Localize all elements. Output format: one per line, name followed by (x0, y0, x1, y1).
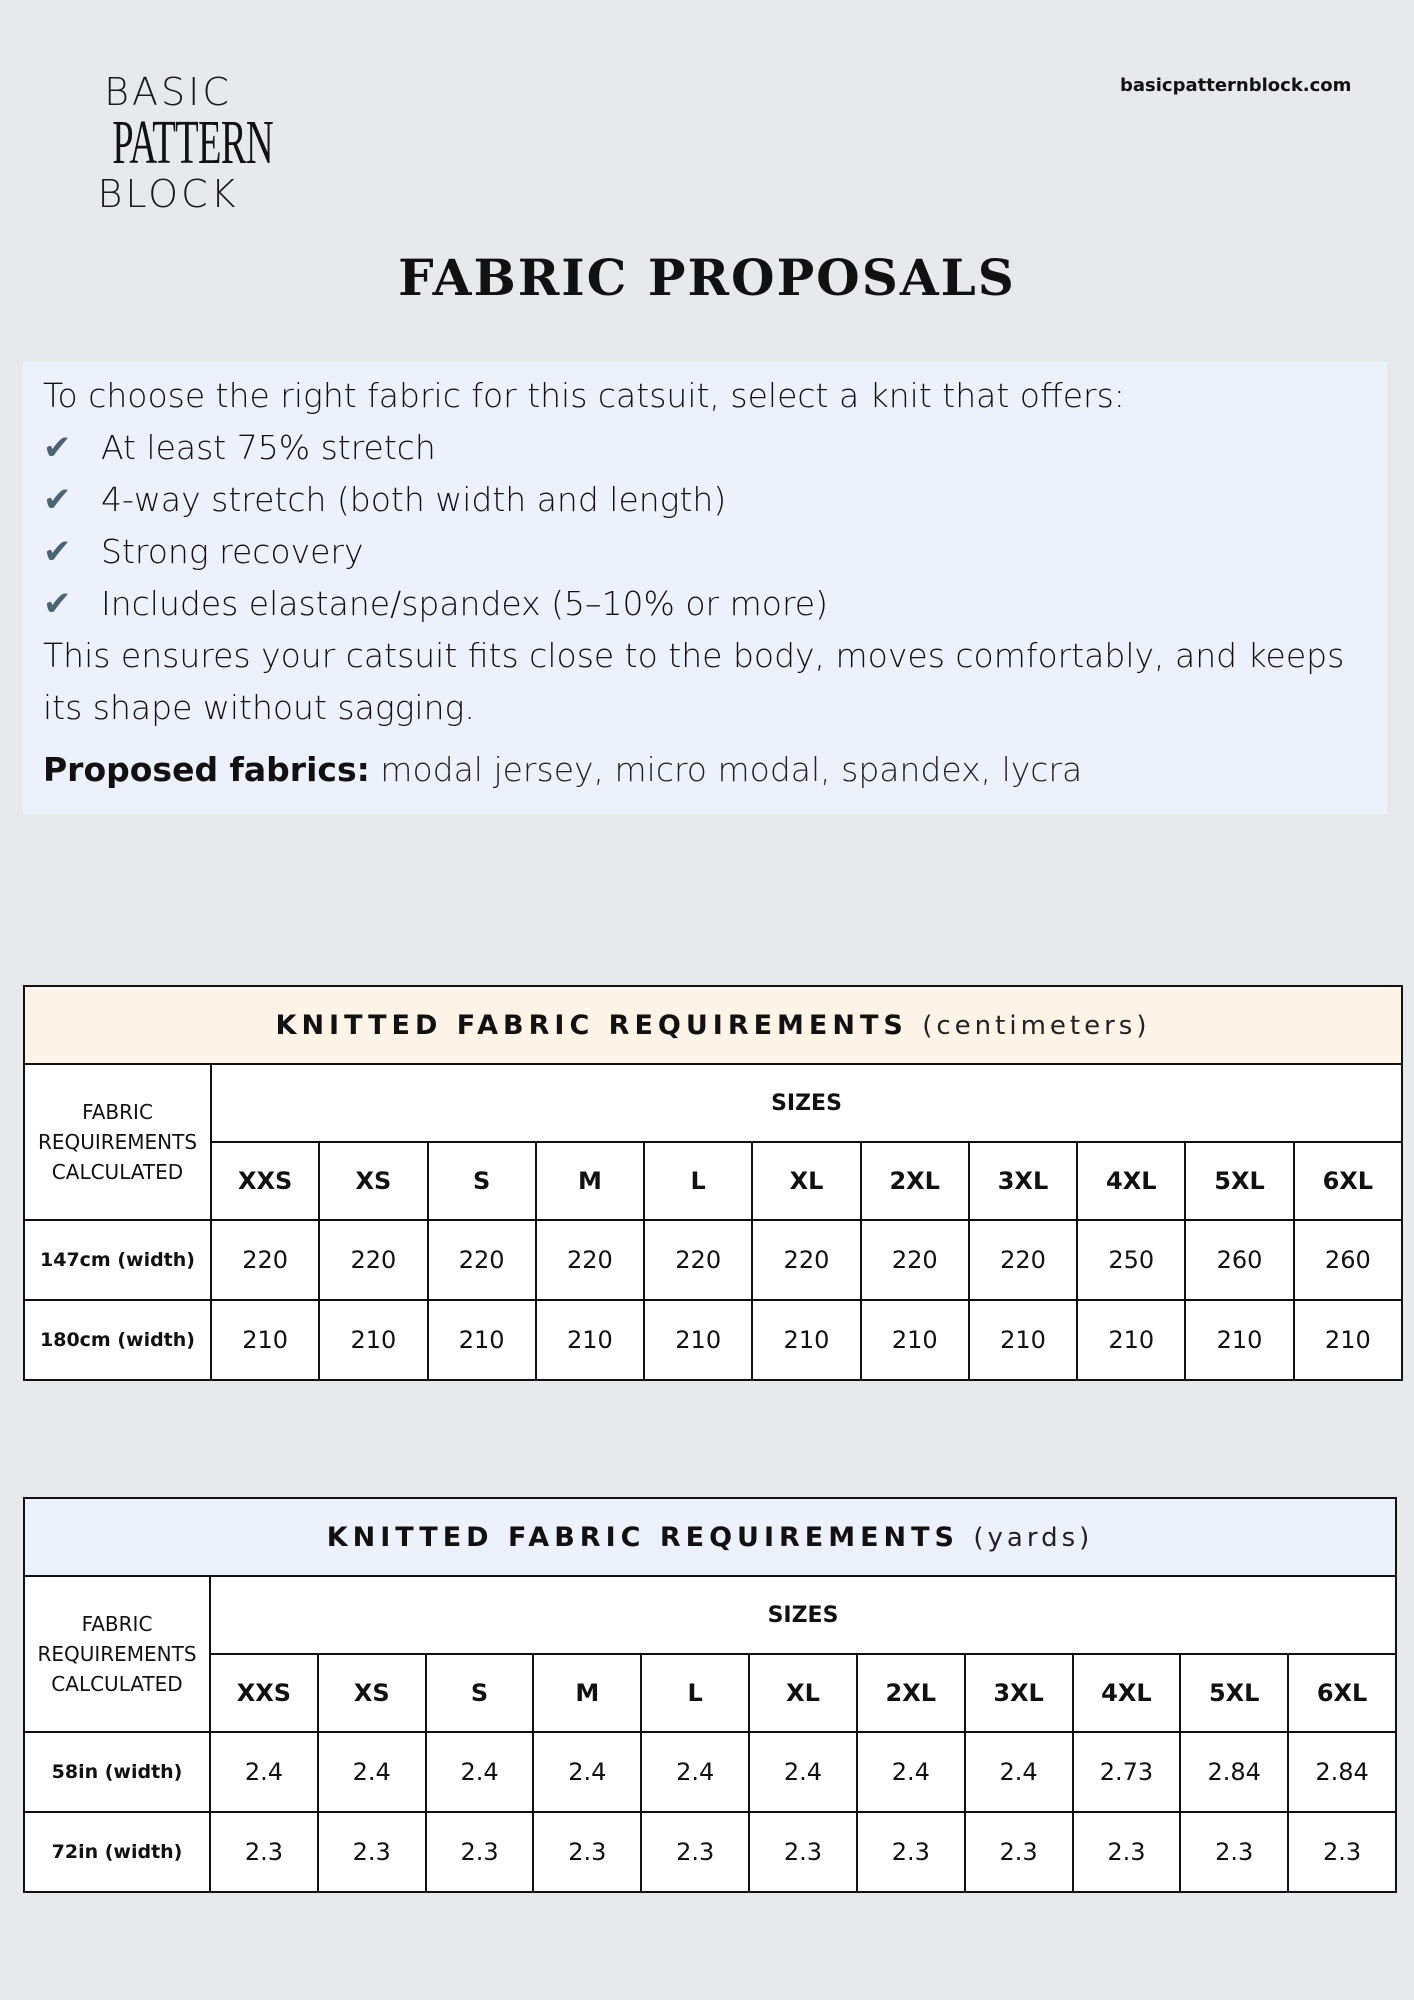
size-header: L (644, 1142, 752, 1220)
table-title (24, 1498, 1396, 1576)
table-cell: 2.73 (1073, 1732, 1181, 1812)
size-header: 4XL (1073, 1654, 1181, 1732)
table-cell: 210 (536, 1300, 644, 1380)
table-cell: 260 (1294, 1220, 1402, 1300)
sizes-header-row (24, 1576, 1396, 1654)
table-unit: (yards) (973, 1522, 1094, 1553)
table-cell: 2.4 (318, 1732, 426, 1812)
check-icon: ✔ (43, 532, 72, 572)
page-title: FABRIC PROPOSALS (398, 248, 1016, 307)
table-cell: 2.4 (210, 1732, 318, 1812)
header-label-line: REQUIREMENTS (37, 1130, 198, 1154)
size-header: 3XL (965, 1654, 1073, 1732)
table-cell: 2.3 (1288, 1812, 1396, 1892)
table-title-row (24, 986, 1402, 1064)
logo-line-block: BLOCK (97, 172, 239, 216)
size-header: XXS (211, 1142, 319, 1220)
row-header-label (24, 1064, 211, 1220)
table-cell: 2.84 (1288, 1732, 1396, 1812)
size-header: M (536, 1142, 644, 1220)
requirement-item (43, 422, 1367, 474)
table-cell: 250 (1077, 1220, 1185, 1300)
size-header: S (426, 1654, 534, 1732)
table-title-text: KNITTED FABRIC REQUIREMENTS (326, 1521, 959, 1553)
table-cell: 210 (211, 1300, 319, 1380)
logo-line-basic: BASIC (104, 70, 232, 114)
table-row (24, 1812, 1396, 1892)
size-header: 5XL (1180, 1654, 1288, 1732)
table-unit: (centimeters) (922, 1010, 1151, 1041)
table-cell: 220 (428, 1220, 536, 1300)
table-cell: 2.4 (965, 1732, 1073, 1812)
size-header: 3XL (969, 1142, 1077, 1220)
proposed-fabrics-list: modal jersey, micro modal, spandex, lycra (380, 750, 1083, 789)
table-cell: 2.3 (641, 1812, 749, 1892)
table-row (24, 1732, 1396, 1812)
table-cell: 2.4 (533, 1732, 641, 1812)
requirement-item (43, 526, 1367, 578)
size-header: 5XL (1185, 1142, 1293, 1220)
table-row (24, 1220, 1402, 1300)
table-title-row (24, 1498, 1396, 1576)
check-icon: ✔ (43, 428, 72, 468)
row-label: 147cm (width) (24, 1220, 211, 1300)
fabric-requirements-yards-table (23, 1497, 1397, 1893)
header-label-line: REQUIREMENTS (37, 1642, 197, 1666)
sizes-header: SIZES (211, 1064, 1402, 1142)
table-cell: 260 (1185, 1220, 1293, 1300)
brand-logo (78, 70, 274, 216)
intro-summary: This ensures your catsuit fits close to the body, moves comfortably, and keeps its shape without sagging. (43, 636, 1345, 727)
intro-lead: To choose the right fabric for this catsuit, select a knit that offers: (43, 376, 1125, 415)
size-header: 6XL (1294, 1142, 1402, 1220)
size-names-row (24, 1142, 1402, 1220)
table-cell: 220 (861, 1220, 969, 1300)
requirement-text: At least 75% stretch (101, 428, 436, 467)
table-cell: 2.3 (210, 1812, 318, 1892)
check-icon: ✔ (43, 480, 72, 520)
size-header: XS (318, 1654, 426, 1732)
size-header: XL (749, 1654, 857, 1732)
table-cell: 210 (1185, 1300, 1293, 1380)
size-header: 2XL (857, 1654, 965, 1732)
proposed-fabrics-label: Proposed fabrics: (43, 750, 370, 789)
table-cell: 220 (319, 1220, 427, 1300)
size-header: XS (319, 1142, 427, 1220)
table-cell: 220 (644, 1220, 752, 1300)
table-row (24, 1300, 1402, 1380)
table-cell: 220 (969, 1220, 1077, 1300)
table-cell: 210 (644, 1300, 752, 1380)
table-cell: 220 (211, 1220, 319, 1300)
logo-line-pattern: PATTERN (112, 109, 274, 177)
header-label-line: FABRIC (81, 1612, 153, 1636)
table-cell: 210 (319, 1300, 427, 1380)
size-names-row (24, 1654, 1396, 1732)
table-cell: 210 (752, 1300, 860, 1380)
table-cell: 2.3 (318, 1812, 426, 1892)
size-header: 2XL (861, 1142, 969, 1220)
requirement-text: Includes elastane/spandex (5–10% or more) (101, 584, 828, 623)
table-cell: 2.3 (1073, 1812, 1181, 1892)
table-cell: 210 (861, 1300, 969, 1380)
requirement-item (43, 474, 1367, 526)
size-header: L (641, 1654, 749, 1732)
requirement-text: Strong recovery (101, 532, 364, 571)
table-cell: 2.4 (426, 1732, 534, 1812)
table-cell: 2.3 (749, 1812, 857, 1892)
size-header: XXS (210, 1654, 318, 1732)
header-label-line: CALCULATED (51, 1672, 183, 1696)
proposed-fabrics (43, 744, 1367, 796)
table-cell: 210 (1077, 1300, 1185, 1380)
table-cell: 220 (752, 1220, 860, 1300)
table-cell: 2.3 (1180, 1812, 1288, 1892)
row-label: 180cm (width) (24, 1300, 211, 1380)
size-header: 6XL (1288, 1654, 1396, 1732)
sizes-header: SIZES (210, 1576, 1396, 1654)
table-title (24, 986, 1402, 1064)
table-cell: 2.3 (965, 1812, 1073, 1892)
size-header: XL (752, 1142, 860, 1220)
table-cell: 220 (536, 1220, 644, 1300)
size-header: M (533, 1654, 641, 1732)
row-label: 58in (width) (24, 1732, 210, 1812)
table-cell: 210 (969, 1300, 1077, 1380)
fabric-guidance-panel (23, 362, 1387, 814)
table-cell: 2.3 (426, 1812, 534, 1892)
requirement-text: 4-way stretch (both width and length) (101, 480, 727, 519)
table-cell: 2.4 (857, 1732, 965, 1812)
website-url[interactable]: basicpatternblock.com (1120, 75, 1352, 96)
table-cell: 210 (1294, 1300, 1402, 1380)
size-header: S (428, 1142, 536, 1220)
table-cell: 210 (428, 1300, 536, 1380)
table-cell: 2.3 (533, 1812, 641, 1892)
table-cell: 2.4 (749, 1732, 857, 1812)
size-header: 4XL (1077, 1142, 1185, 1220)
check-icon: ✔ (43, 584, 72, 624)
header-label-line: FABRIC (82, 1100, 153, 1124)
header-label-line: CALCULATED (51, 1160, 184, 1184)
row-label: 72in (width) (24, 1812, 210, 1892)
requirement-item (43, 578, 1367, 630)
fabric-requirements-cm-table (23, 985, 1403, 1381)
table-cell: 2.3 (857, 1812, 965, 1892)
row-header-label (24, 1576, 210, 1732)
table-title-text: KNITTED FABRIC REQUIREMENTS (275, 1009, 908, 1041)
sizes-header-row (24, 1064, 1402, 1142)
table-cell: 2.84 (1180, 1732, 1288, 1812)
table-cell: 2.4 (641, 1732, 749, 1812)
